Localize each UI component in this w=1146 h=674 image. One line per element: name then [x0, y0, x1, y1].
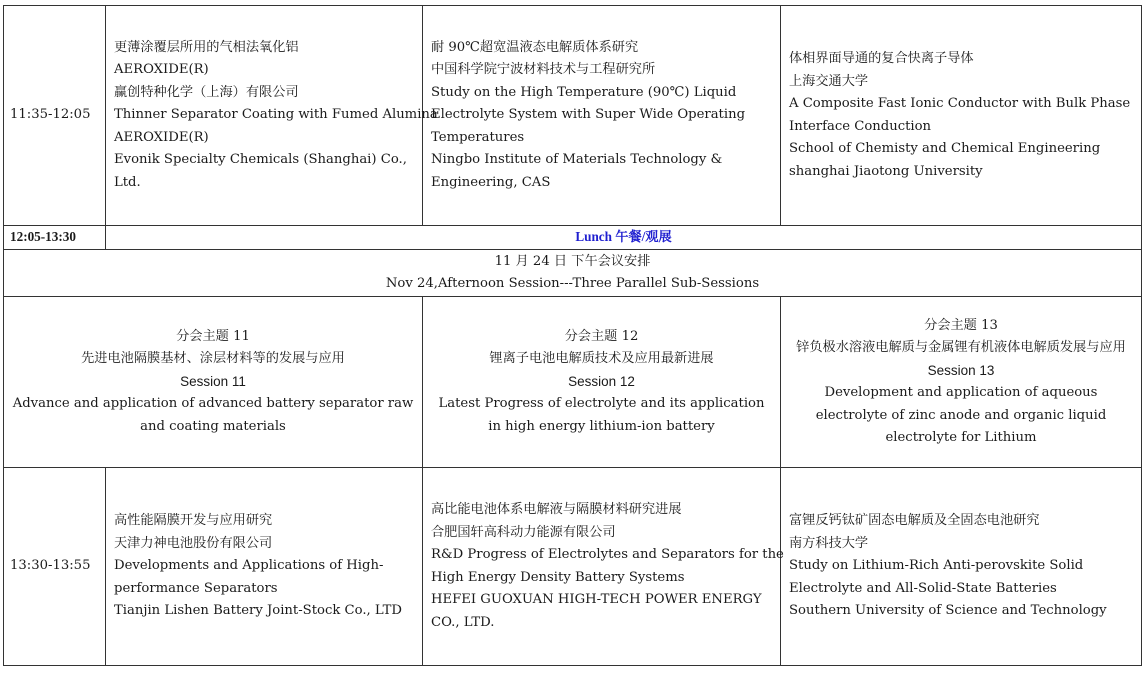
talk-line: 上海交通大学 — [789, 73, 869, 89]
time-cell: 11:35-12:05 — [4, 6, 106, 226]
afternoon-banner — [4, 250, 1142, 297]
talk-line: High Energy Density Battery Systems — [431, 569, 685, 585]
talk-line: Thinner Separator Coating with Fumed Alumina — [114, 107, 438, 123]
talk-cell-a — [106, 468, 423, 666]
time-cell: 13:30-13:55 — [4, 468, 106, 666]
talk-cell-b — [423, 6, 781, 226]
agenda-row-first-talks — [4, 468, 1142, 666]
session-topic: 分会主题 12 — [564, 328, 639, 344]
session-title-en: Advance and application of advanced battery separator raw and coating materials — [12, 396, 414, 434]
talk-line: Ningbo Institute of Materials Technology & — [431, 152, 723, 168]
talk-line: Electrolyte System with Super Wide Operating — [431, 107, 746, 123]
talk-line: 高性能隔膜开发与应用研究 — [114, 513, 273, 529]
session-topic: 分会主题 13 — [924, 317, 998, 333]
agenda-table — [3, 5, 1142, 666]
session-topic: 分会主题 11 — [176, 328, 250, 344]
talk-cell-a — [106, 6, 438, 226]
lunch-time-cell: 12:05-13:30 — [4, 226, 106, 250]
talk-line: CO., LTD. — [431, 614, 495, 630]
talk-line: Study on Lithium-Rich Anti-perovskite Solid — [789, 558, 1084, 574]
talk-line: Southern University of Science and Technology — [789, 603, 1107, 619]
lunch-label: Lunch 午餐/观展 — [106, 226, 1142, 250]
session-title-cn: 先进电池隔膜基材、涂层材料等的发展与应用 — [81, 351, 345, 367]
session-12-cell — [423, 297, 781, 468]
talk-line: Study on the High Temperature (90℃) Liquid — [431, 84, 737, 100]
talk-line: HEFEI GUOXUAN HIGH-TECH POWER ENERGY — [431, 592, 762, 607]
session-label: Session 11 — [180, 373, 246, 389]
talk-line: 中国科学院宁波材料技术与工程研究所 — [431, 62, 656, 78]
talk-line: 合肥国轩高科动力能源有限公司 — [431, 524, 616, 540]
talk-line: 更薄涂覆层所用的气相法氧化铝 — [114, 39, 299, 55]
talk-line: performance Separators — [114, 580, 278, 596]
session-title-en: Development and application of aqueous electrolyte of zinc anode and organic liquid electrolyte for Lithium — [815, 385, 1107, 445]
banner-line-cn: 11 月 24 日 下午会议安排 — [494, 253, 651, 269]
talk-line: Developments and Applications of High- — [114, 558, 384, 574]
talk-line: 高比能电池体系电解液与隔膜材料研究进展 — [431, 502, 682, 517]
session-title-cn: 锌负极水溶液电解质与金属锂有机液体电解质发展与应用 — [796, 340, 1126, 355]
talk-line: Temperatures — [431, 129, 525, 145]
banner-line-en: Nov 24,Afternoon Session---Three Parallel Sub-Sessions — [385, 276, 760, 291]
talk-line: Engineering, CAS — [431, 174, 551, 190]
talk-line: 天津力神电池股份有限公司 — [114, 535, 273, 551]
talk-cell-b — [423, 468, 784, 666]
talk-line: 南方科技大学 — [789, 535, 869, 551]
talk-cell-c — [781, 6, 1142, 226]
talk-line: shanghai Jiaotong University — [789, 163, 983, 179]
session-title-en: Latest Progress of electrolyte and its application in high energy lithium-ion battery — [438, 396, 765, 434]
session-13-cell — [781, 297, 1142, 468]
session-11-cell — [4, 297, 423, 468]
talk-line: AEROXIDE(R) — [114, 129, 209, 145]
talk-line: R&D Progress of Electrolytes and Separators for the — [431, 547, 784, 562]
talk-line: A Composite Fast Ionic Conductor with Bulk Phase — [789, 96, 1131, 111]
agenda-row-lunch — [4, 226, 1142, 250]
agenda-row-sessions — [4, 297, 1142, 468]
talk-line: Interface Conduction — [789, 118, 932, 134]
talk-line: 耐 90℃超宽温液态电解质体系研究 — [431, 39, 639, 55]
talk-line: 富锂反钙钛矿固态电解质及全固态电池研究 — [789, 513, 1040, 529]
talk-cell-c — [781, 468, 1142, 666]
session-label: Session 13 — [927, 362, 995, 378]
talk-line: Ltd. — [114, 174, 141, 190]
talk-line: Evonik Specialty Chemicals (Shanghai) Co., — [114, 152, 407, 168]
talk-line: Tianjin Lishen Battery Joint-Stock Co., LTD — [114, 603, 402, 619]
talk-line: Electrolyte and All-Solid-State Batteries — [789, 580, 1057, 596]
talk-line: School of Chemisty and Chemical Engineering — [789, 141, 1101, 156]
talk-line: 体相界面导通的复合快离子导体 — [789, 51, 974, 66]
talk-line: AEROXIDE(R) — [114, 62, 209, 78]
session-label: Session 12 — [568, 373, 635, 389]
agenda-row-morning — [4, 6, 1142, 226]
talk-line: 赢创特种化学（上海）有限公司 — [114, 84, 299, 100]
agenda-row-afternoon-banner — [4, 250, 1142, 297]
session-title-cn: 锂离子电池电解质技术及应用最新进展 — [489, 351, 714, 367]
